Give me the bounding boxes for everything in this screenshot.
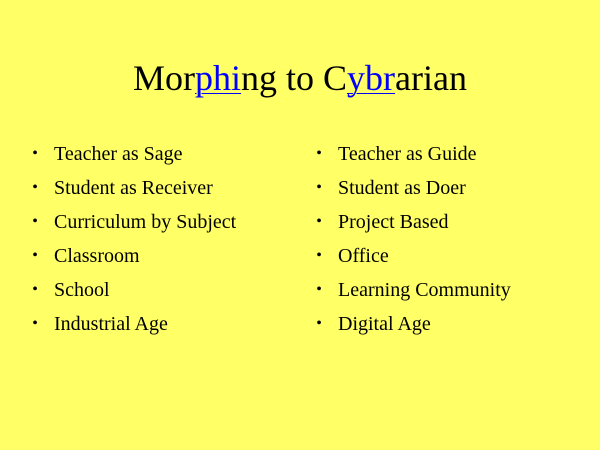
list-item [312,172,582,206]
list-item [28,206,288,240]
list-item [312,240,582,274]
list-item-text: Teacher as Guide [338,143,477,165]
list-item-text: Project Based [338,211,449,233]
list-item-text: Office [338,245,389,267]
list-item [312,206,582,240]
list-item [28,274,288,308]
list-item-text: Learning Community [338,279,511,301]
list-item [312,308,582,342]
right-bullet-list [312,138,582,342]
bullet-icon: • [32,145,38,162]
list-item-text: Industrial Age [54,313,168,335]
bullet-icon: • [316,247,322,264]
list-item-text: Student as Doer [338,177,466,199]
list-item [28,308,288,342]
bullet-icon: • [32,213,38,230]
list-item [28,172,288,206]
bullet-icon: • [32,281,38,298]
list-item [312,274,582,308]
list-item-text: Student as Receiver [54,177,213,199]
bullet-icon: • [32,315,38,332]
title-hyperlink-ybr[interactable]: ybr [347,58,396,98]
left-bullet-list [28,138,288,342]
list-item [28,240,288,274]
slide-title [0,56,600,100]
title-text-part-3: arian [395,58,467,98]
bullet-icon: • [32,179,38,196]
bullet-icon: • [316,213,322,230]
list-item-text: School [54,279,110,301]
bullet-icon: • [316,281,322,298]
bullet-icon: • [316,145,322,162]
list-item-text: Digital Age [338,313,431,335]
list-item-text: Classroom [54,245,140,267]
title-text-part-1: Mor [133,58,195,98]
title-hyperlink-phi[interactable]: phi [195,58,242,98]
list-item-text: Teacher as Sage [54,143,183,165]
bullet-icon: • [316,315,322,332]
bullet-icon: • [32,247,38,264]
list-item [28,138,288,172]
list-item-text: Curriculum by Subject [54,211,237,233]
bullet-icon: • [316,179,322,196]
list-item [312,138,582,172]
title-text-part-2: ng to C [241,58,348,98]
